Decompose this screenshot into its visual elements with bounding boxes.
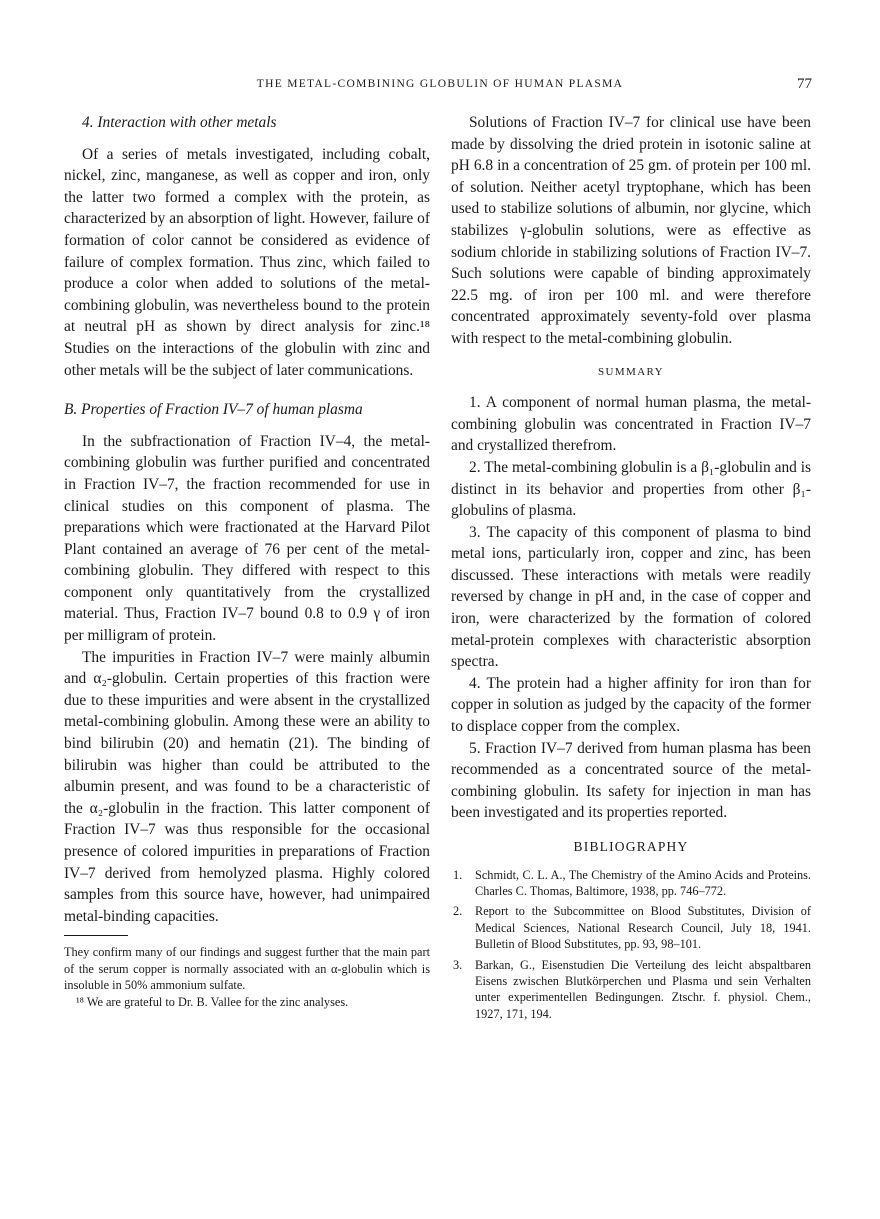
summary-heading: SUMMARY [597,365,665,378]
left-column [64,112,430,1010]
bibliography-heading: BIBLIOGRAPHY [573,839,689,854]
reference-text: Barkan, G., Eisenstudien Die Verteilung des leicht abspaltbaren Eisens zwischen Blutkörperchen und Plasma und sein Verhalten unter experimentellen Bedingungen. Ztschr. f. physiol. Chem., 1927, 171, 194. [475,957,811,1021]
summary-item: 1. A component of normal human plasma, the metal-combining globulin was concentrated in Fraction IV–7 and crystallized therefrom. [451,394,811,455]
footnote-continued: They confirm many of our findings and suggest further that the main part of the serum copper is normally associated with an α-globulin which is insoluble in 50% ammonium sulfate. [64,945,430,993]
paragraph-subfractionation: In the subfractionation of Fraction IV–4, the metal-combining globulin was further purified and concentrated in Fraction IV–7, the fraction recommended for use in clinical studies on this component of plasma. The preparations which were fractionated at the Harvard Pilot Plant contained an average of 76 per cent of the metal-combining globulin. They differed with respect to this component only quantitatively from the crystallized material. Thus, Fraction IV–7 bound 0.8 to 0.9 γ of iron per milligram of protein. [64,432,430,645]
reference-number: 3. [453,957,463,972]
reference-text: Report to the Subcommittee on Blood Substitutes, Division of Medical Sciences, National Research Council, July 18, 1941. Bulletin of Blood Substitutes, pp. 93, 98–101. [475,904,811,952]
paragraph-metals: Of a series of metals investigated, including cobalt, nickel, zinc, manganese, as well as copper and iron, only the latter two formed a complex with the protein, as characterized by an absorption of light. However, failure of formation of color cannot be considered as evidence of failure of complex formation. Thus zinc, which failed to produce a color when added to solutions of the metal-combining globulin, was nevertheless bound to the protein at neutral pH as shown by direct analysis for zinc.¹⁸ Studies on the interactions of the globulin with zinc and other metals will be the subject of later communications. [64,145,430,379]
footnote-rule [64,935,128,936]
page-header [60,76,820,100]
reference-number: 1. [453,867,463,882]
paragraph-impurities: The impurities in Fraction IV–7 were mainly albumin and α₂-globulin. Certain properties of this fraction were due to these impurities and were absent in the crystallized metal-combining globulin. Among these were an ability to bind bilirubin (20) and hematin (21). The binding of bilirubin was higher than could be attributed to the albumin present, and was found to be a characteristic of the α₂-globulin in the fraction. This latter component of Fraction IV–7 was thus responsible for the occasional presence of colored impurities in preparations of Fraction IV–7 derived from hemolyzed plasma. Highly colored samples from this source have, however, had unimpaired metal-binding capacities. [64,648,430,925]
summary-item: 2. The metal-combining globulin is a β₁-globulin and is distinct in its behavior and properties from other β₁-globulins of plasma. [451,458,811,520]
bibliography-list [451,867,811,1023]
footnote-18: ¹⁸ We are grateful to Dr. B. Vallee for the zinc analyses. [76,994,349,1009]
section-4-heading: 4. Interaction with other metals [82,114,277,131]
paragraph-solutions: Solutions of Fraction IV–7 for clinical use have been made by dissolving the dried protein in isotonic saline at pH 6.8 in a concentration of 25 gm. of protein per 100 ml. of solution. Neither acetyl tryptophane, which has been used to stabilize solutions of albumin, nor glycine, which stabilizes γ-globulin solutions, were as effective as sodium chloride in stabilizing solutions of Fraction IV–7. Such solutions were capable of binding approximately 22.5 mg. of iron per 100 ml. and were therefore concentrated approximately seventy-fold over plasma with respect to the metal-combining globulin. [451,114,811,347]
summary-item: 4. The protein had a higher affinity for iron than for copper in solution as judged by the capacity of the former to displace copper from the complex. [451,674,811,736]
page-number: 77 [797,76,812,92]
footnotes [64,944,430,1010]
reference-item [451,957,811,1023]
summary-list [451,392,811,824]
reference-item [451,903,811,952]
section-b-heading: B. Properties of Fraction IV–7 of human plasma [64,401,363,419]
reference-number: 2. [453,904,463,919]
reference-item [451,867,811,900]
summary-item: 5. Fraction IV–7 derived from human plasma has been recommended as a concentrated source of the metal-combining globulin. Its safety for injection in man has been investigated and its properties reported. [451,739,811,822]
reference-text: Schmidt, C. L. A., The Chemistry of the Amino Acids and Proteins. Charles C. Thomas, Baltimore, 1938, pp. 746–772. [475,867,811,898]
summary-item: 3. The capacity of this component of plasma to bind metal ions, particularly iron, copper and zinc, has been discussed. These interactions with metals were readily reversed by change in pH and, in the case of copper and iron, were characterized by the formation of colored metal-protein complexes with characteristic absorption spectra. [451,523,811,671]
right-column [451,112,811,1026]
running-title: THE METAL-COMBINING GLOBULIN OF HUMAN PLASMA [256,78,624,90]
